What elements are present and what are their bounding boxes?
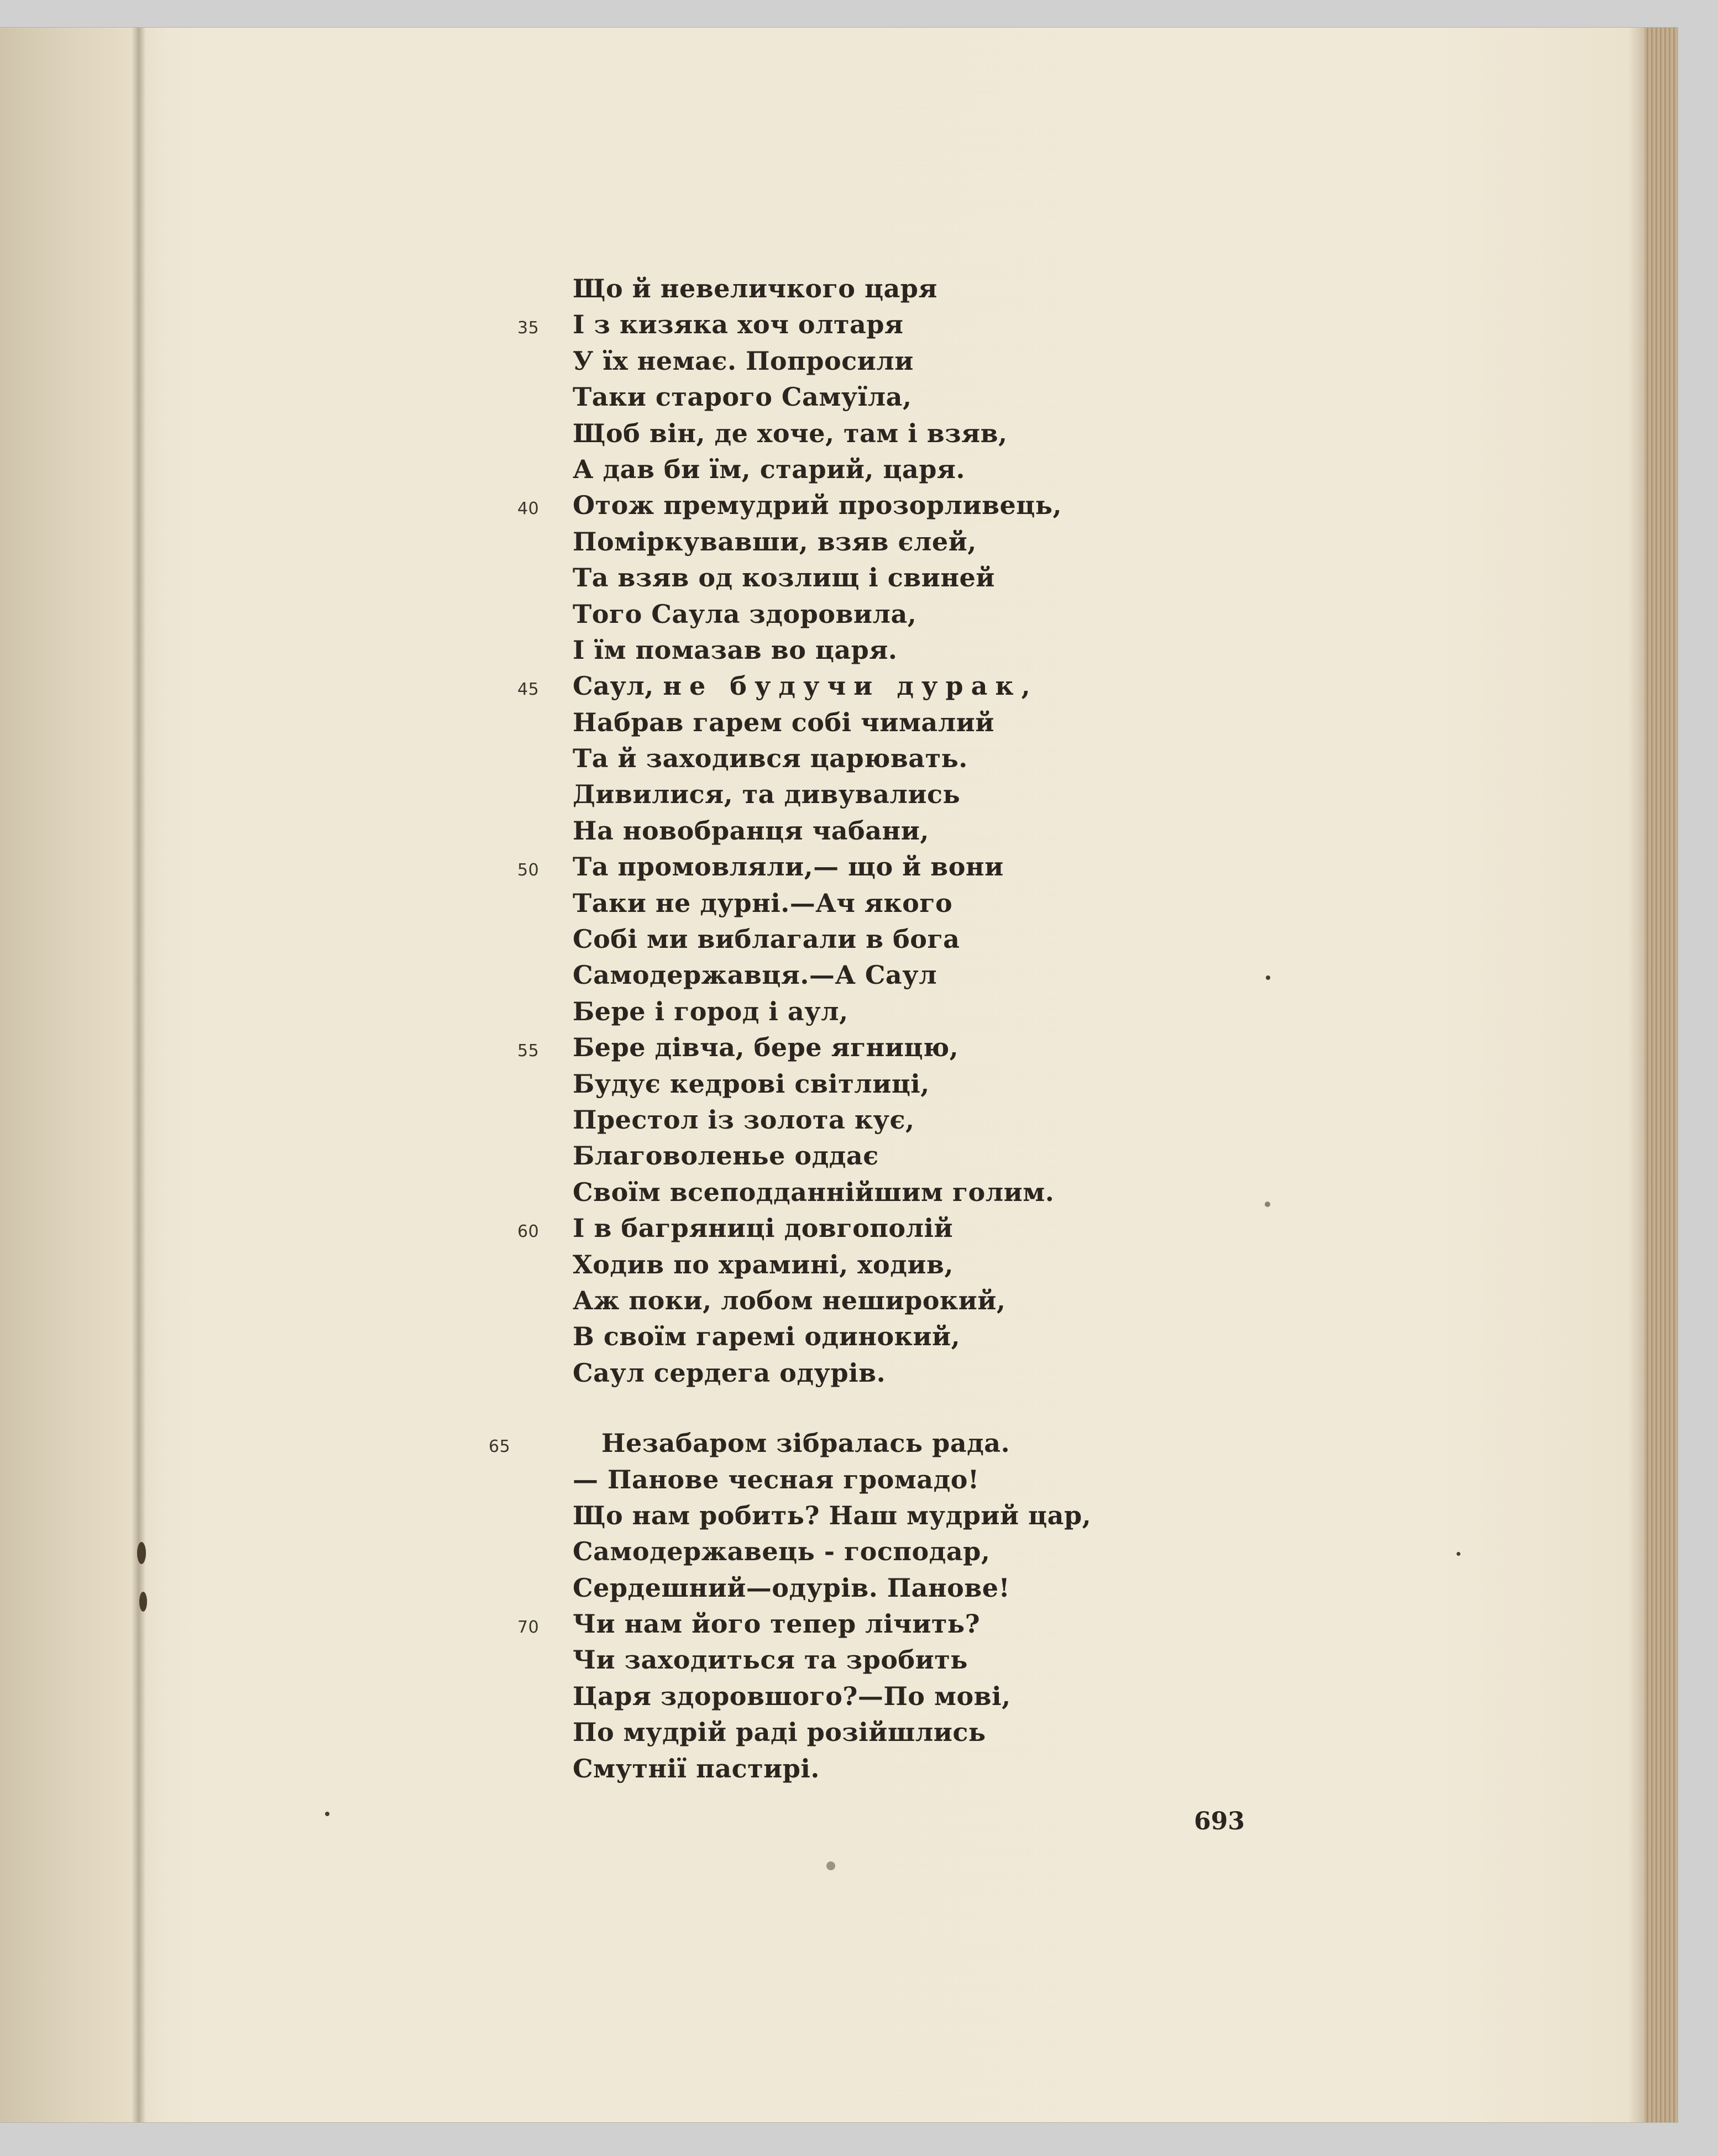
verse-line-text: Самодержавець - господар, [573,1536,991,1567]
verse-line [573,1066,1402,1102]
verse-line [573,885,1402,921]
verse-line-text: І в багряниці довгополій [573,1213,954,1244]
line-number: 35 [517,318,540,338]
verse-line-text: Отож премудрий прозорливець, [573,490,1062,521]
verse-line [573,1570,1402,1606]
line-number: 55 [517,1041,540,1061]
verse-line-text: Та взяв од козлищ і свиней [573,563,995,593]
verse-line-text: Чи заходиться та зробить [573,1645,968,1675]
stanza-break [573,1391,1402,1425]
ink-speck [826,1861,835,1870]
verse-line [573,1642,1402,1678]
verse-line [573,1319,1402,1355]
verse-line-text: Набрав гарем собі чималий [573,707,994,737]
verse-line [573,343,1402,379]
line-number: 70 [517,1618,540,1638]
verse-line-text: Саул сердега одурів. [573,1357,886,1388]
verse-line [573,921,1402,957]
verse-line [573,1678,1402,1714]
line-number: 45 [517,680,540,700]
verse-line-text: В своїм гаремі одинокий, [573,1321,961,1352]
verse-line [573,271,1402,307]
verse-line-text: Чи нам його тепер лічить? [573,1609,981,1639]
line-number: 65 [489,1437,511,1457]
verse-line [573,1751,1402,1787]
verse-line [573,416,1402,452]
verse-line [573,1498,1402,1534]
ink-speck [325,1812,329,1816]
book-page [0,28,1678,2122]
verse-line-text: Самодержавця.—А Саул [573,960,937,990]
line-number: 40 [517,499,540,519]
verse-line-text: Та промовляли,— що й вони [573,852,1004,882]
ink-speck [137,1542,146,1564]
verse-line-text: У їх немає. Попросили [573,345,914,376]
verse-line-text: І з кизяка хоч олтаря [573,310,904,340]
verse-line [573,379,1402,415]
verse-line-text: Царя здоровшого?—По мові, [573,1681,1011,1711]
verse-line-text: Дивилися, та дивувались [573,779,961,810]
line-number: 60 [517,1222,540,1242]
verse-line-text: Поміркувавши, взяв єлей, [573,526,977,557]
verse-line [573,1714,1402,1750]
verse-line [517,849,1402,885]
verse-line [573,632,1402,668]
page-edge-shadow [1628,28,1644,2122]
verse-line [573,1462,1402,1498]
verse-line [573,1247,1402,1283]
verse-line-text: Сердешний—одурів. Панове! [573,1572,1010,1603]
verse-line [573,1138,1402,1174]
poem-text [489,271,1402,1787]
page-edge-stack [1644,28,1678,2122]
ink-speck [139,1592,147,1612]
verse-line-text: І їм помазав во царя. [573,634,898,665]
verse-line [573,1534,1402,1570]
verse-line-text: По мудрій раді розійшлись [573,1717,986,1748]
verse-line-text: Престол із золота кує, [573,1104,915,1135]
verse-line [517,668,1402,704]
verse-line-text: А дав би їм, старий, царя. [573,454,965,484]
verse-line [517,1606,1402,1642]
page-number: 693 [1194,1807,1245,1835]
verse-line-text: Своїм всеподданнійшим голим. [573,1177,1055,1207]
verse-line-text: Аж поки, лобом неширокий, [573,1285,1006,1315]
verse-line [573,813,1402,849]
verse-line-text: Смутнії пастирі. [573,1753,820,1783]
verse-line-text: Таки не дурні.—Ач якого [573,888,953,918]
verse-line-text: Ходив по храмині, ходив, [573,1249,954,1279]
verse-line [517,1030,1402,1066]
verse-line [573,524,1402,560]
verse-line [573,741,1402,777]
ink-speck [1457,1552,1460,1556]
verse-line [573,1283,1402,1319]
verse-line [573,705,1402,741]
verse-line [573,994,1402,1030]
verse-line-text: Будує кедрові світлиці, [573,1068,930,1099]
verse-line-text: Щоб він, де хоче, там і взяв, [573,418,1008,448]
verse-line-text: Незабаром зібралась рада. [601,1428,1010,1459]
book-spine-shadow [132,28,146,2122]
verse-line-text: Того Саула здоровила, [573,599,917,629]
verse-line-text: Саул, [573,671,663,701]
verse-line [573,777,1402,812]
verse-line-text: Бере і город і аул, [573,996,848,1026]
verse-line-text: Таки старого Самуїла, [573,382,912,412]
verse-line [573,1174,1402,1210]
verse-line [517,307,1402,343]
verse-line [573,1355,1402,1391]
verse-line [573,452,1402,487]
verse-line-text: Благоволенье оддає [573,1141,879,1171]
verse-line [573,957,1402,993]
verse-line [573,596,1402,632]
verse-line-text: Що й невеличкого царя [573,274,937,303]
line-number: 50 [517,861,540,880]
verse-line-text: Що нам робить? Наш мудрий цар, [573,1500,1092,1530]
verse-line [573,560,1402,596]
verse-line-text: Бере дівча, бере ягницю, [573,1032,959,1063]
verse-line [517,1210,1402,1246]
verse-line-text: Та й заходився царювать. [573,743,968,774]
verse-line [517,487,1402,523]
verse-line-text: Собі ми виблагали в бога [573,924,960,954]
verse-line [573,1102,1402,1138]
verse-line-text: На новобранця чабани, [573,815,929,846]
verse-line-spaced-text: не будучи дурак, [663,671,1038,701]
verse-line-text: — Панове чесная громадо! [573,1464,980,1494]
verse-line [489,1425,1402,1461]
